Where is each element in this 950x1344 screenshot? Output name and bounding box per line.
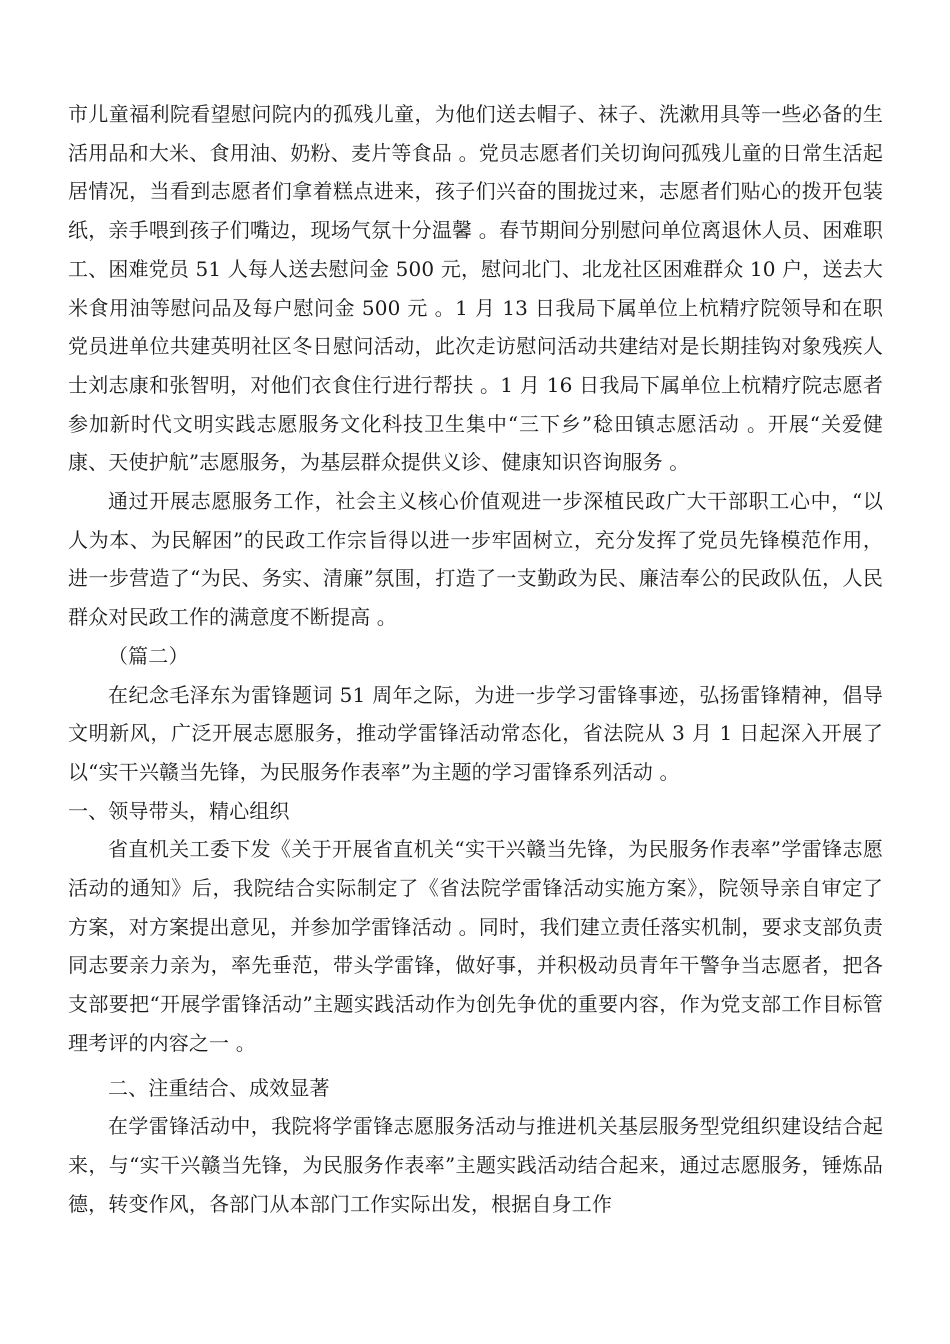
paragraph-leadership: 省直机关工委下发《关于开展省直机关“实干兴赣当先锋，为民服务作表率”学雷锋志愿活动的通知》后，我院结合实际制定了《省法院学雷锋活动实施方案》，院领导亲自审定了方案，对方案提出意见，并参加学雷锋活动 。同时，我们建立责任落实机制，要求支部负责同志要亲力亲为，率先垂范，带头学雷锋，做好事，并积极动员青年干警争当志愿者，把各支部要把“开展学雷锋活动”主题实践活动作为创先争优的重要内容，作为党支部工作目标管理考评的内容之一 。 (68, 837, 883, 1055)
heading-leadership: 一、领导带头，精心组织 (68, 798, 290, 823)
paragraph-leifeng-intro: 在纪念毛泽东为雷锋题词 51 周年之际，为进一步学习雷锋事迹，弘扬雷锋精神，倡导文明新风，广泛开展志愿服务，推动学雷锋活动常态化，省法院从 3 月 1 日起深入开展了以“实干兴赣当先锋，为民服务作表率”为主题的学习雷锋系列活动 。 (68, 682, 883, 784)
document-page (68, 95, 883, 1223)
paragraph-volunteer-visits: 市儿童福利院看望慰问院内的孤残儿童，为他们送去帽子、袜子、洗漱用具等一些必备的生活用品和大米、食用油、奶粉、麦片等食品 。党员志愿者们关切询问孤残儿童的日常生活起居情况，当看到志愿者们拿着糕点进来，孩子们兴奋的围拢过来，志愿者们贴心的拨开包装纸，亲手喂到孩子们嘴边，现场气氛十分温馨 。春节期间分别慰问单位离退休人员、困难职工、困难党员 51 人每人送去慰问金 500 元，慰问北门、北龙社区困难群众 10 户，送去大米食用油等慰问品及每户慰问金 500 元 。1 月 13 日我局下属单位上杭精疗院领导和在职党员进单位共建英明社区冬日慰问活动，此次走访慰问活动共建结对是长期挂钩对象残疾人士刘志康和张智明，对他们衣食住行进行帮扶 。1 月 16 日我局下属单位上杭精疗院志愿者参加新时代文明实践志愿服务文化科技卫生集中“三下乡”稔田镇志愿活动 。开展“关爱健康、天使护航”志愿服务，为基层群众提供义诊、健康知识咨询服务 。 (68, 102, 883, 475)
heading-results: 二、注重结合、成效显著 (108, 1075, 330, 1100)
paragraph-volunteer-results: 通过开展志愿服务工作，社会主义核心价值观进一步深植民政广大干部职工心中，“以人为本、为民解困”的民政工作宗旨得以进一步牢固树立，充分发挥了党员先锋模范作用，进一步营造了“为民、务实、清廉”氛围，打造了一支勤政为民、廉洁奉公的民政队伍，人民群众对民政工作的满意度不断提高 。 (68, 489, 883, 630)
paragraph-results: 在学雷锋活动中，我院将学雷锋志愿服务活动与推进机关基层服务型党组织建设结合起来，与“实干兴赣当先锋，为民服务作表率”主题实践活动结合起来，通过志愿服务，锤炼品德，转变作风，各部门从本部门工作实际出发，根据自身工作 (68, 1114, 883, 1216)
section-label: （篇二） (108, 643, 189, 668)
